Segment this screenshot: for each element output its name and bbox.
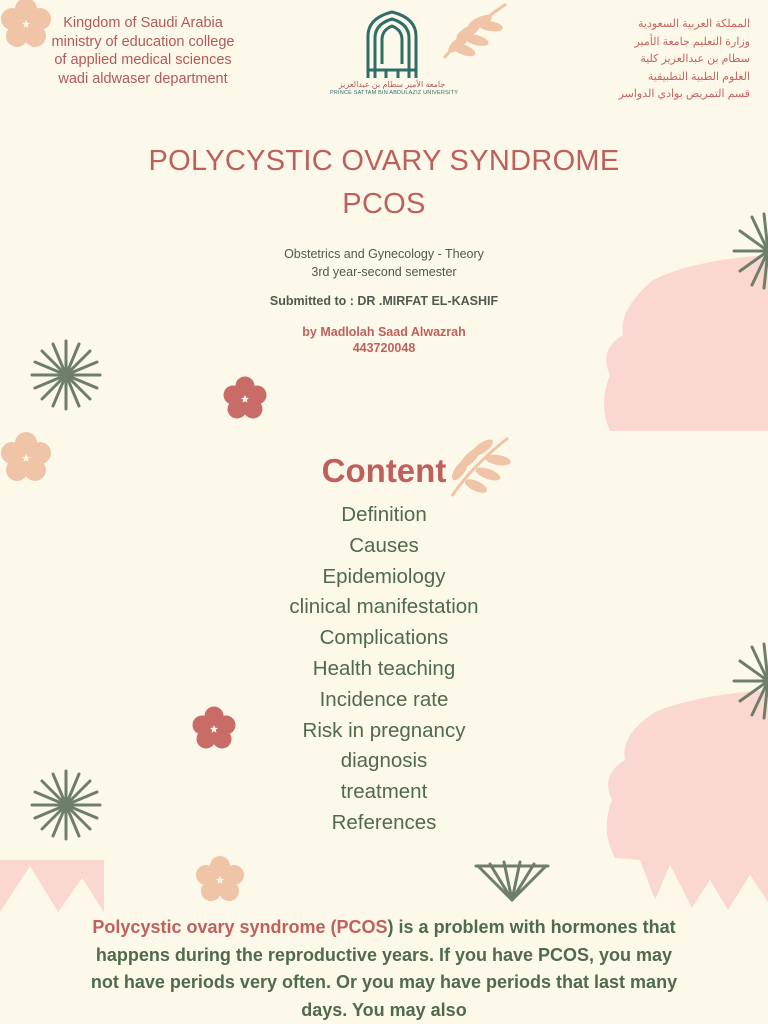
contents-list — [0, 500, 768, 839]
institution-header-arabic — [520, 16, 750, 104]
university-name-arabic: جامعة الأمير سطام بن عبدالعزيز — [338, 80, 446, 89]
pink-triangle-shape — [0, 860, 104, 916]
green-starburst-icon — [474, 858, 550, 904]
header-line: of applied medical sciences — [54, 52, 232, 68]
course-info — [0, 246, 768, 281]
contents-item: Epidemiology — [322, 564, 446, 588]
red-flower-icon — [218, 372, 272, 426]
title-line-1: POLYCYSTIC OVARY SYNDROME — [148, 145, 620, 177]
course-name: Obstetrics and Gynecology - Theory — [284, 247, 484, 261]
header-line: وزارة التعليم جامعة الأمير — [634, 35, 750, 48]
intro-text: ) is a problem with hormones that happens during the reproductive years. If you have PCOS, you may not have periods very often. Or you may have periods that last many days. You may also — [90, 917, 678, 1020]
contents-item: References — [331, 810, 437, 834]
title-line-2: PCOS — [342, 188, 426, 220]
contents-item: Health teaching — [312, 656, 456, 680]
contents-item: treatment — [340, 780, 428, 804]
peach-flower-icon — [188, 850, 252, 906]
contents-item: Causes — [349, 533, 419, 557]
author-id: 443720048 — [352, 341, 416, 355]
submitted-to: Submitted to : DR .MIRFAT EL-KASHIF — [269, 294, 499, 308]
document-title — [0, 140, 768, 226]
course-semester: 3rd year-second semester — [311, 264, 457, 279]
intro-highlight: Polycystic ovary syndrome (PCOS — [92, 917, 388, 937]
header-line: العلوم الطبية التطبيقية — [647, 70, 750, 83]
header-line: قسم التمريض بوادي الدواسر — [618, 88, 750, 100]
contents-item: diagnosis — [340, 749, 428, 773]
contents-item: Complications — [319, 626, 449, 650]
institution-header-english — [18, 14, 268, 88]
header-line: Kingdom of Saudi Arabia — [63, 15, 223, 31]
contents-item: Risk in pregnancy — [302, 718, 466, 742]
contents-item: clinical manifestation — [289, 595, 479, 619]
university-name-english: PRINCE SATTAM BIN ABDULAZIZ UNIVERSITY — [330, 90, 459, 96]
author-name: by Madlolah Saad Alwazrah — [302, 325, 466, 339]
header-line: wadi aldwaser department — [58, 70, 228, 87]
header-line: ministry of education college — [51, 33, 235, 50]
author-info — [0, 324, 768, 356]
header-line: المملكة العربية السعودية — [638, 18, 750, 30]
contents-item: Definition — [341, 503, 427, 526]
contents-heading: Content — [321, 452, 447, 489]
intro-paragraph — [90, 914, 678, 1024]
contents-item: Incidence rate — [319, 687, 449, 711]
header-line: سطام بن عبدالعزيز كلية — [640, 53, 750, 65]
